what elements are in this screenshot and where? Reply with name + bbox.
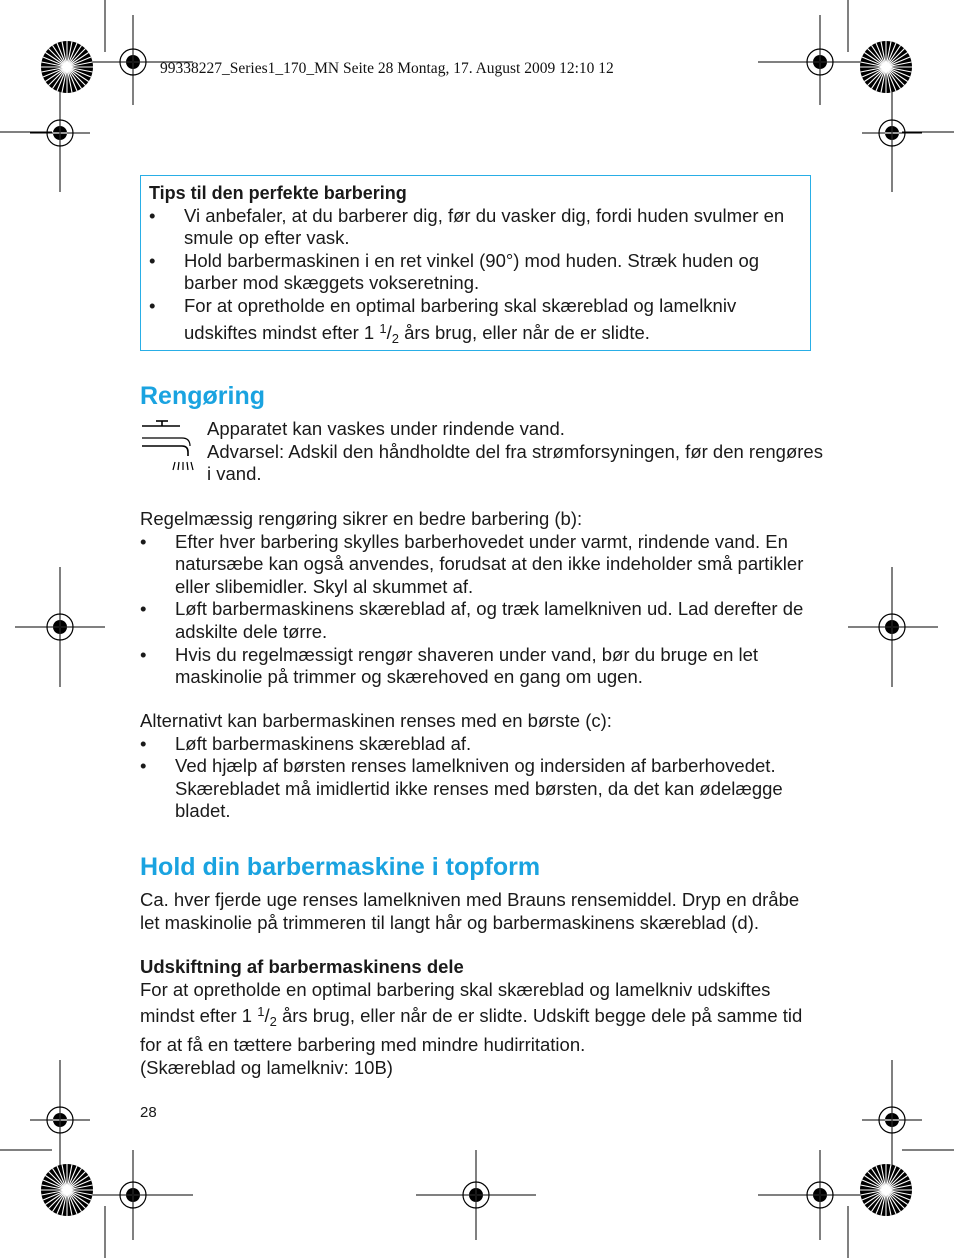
list-item	[140, 733, 820, 756]
cleaning-section	[140, 508, 820, 689]
bullet: •	[149, 249, 156, 271]
list-item	[140, 644, 820, 689]
fraction-numerator: 1	[257, 1004, 265, 1020]
fraction-denominator: 2	[391, 330, 399, 346]
replacement-subheading: Udskiftning af barbermaskinens dele	[140, 956, 464, 978]
list-item	[149, 295, 802, 350]
bullet: •	[140, 530, 147, 552]
tap-water-icon	[138, 420, 194, 472]
tip-text: For at opretholde en optimal barbering skal skæreblad og lamelkniv udskiftes mindst efter 1	[184, 294, 737, 343]
list-text: Hvis du regelmæssigt rengør shaveren under vand, bør du bruge en let maskinolie på trimmer og skærehoved en gang om ugen.	[175, 643, 759, 688]
tips-list	[149, 205, 802, 351]
list-item	[149, 205, 802, 250]
bullet: •	[140, 598, 147, 620]
bullet: •	[140, 643, 147, 665]
part-number-note: (Skæreblad og lamelkniv: 10B)	[140, 1056, 393, 1078]
tips-title: Tips til den perfekte barbering	[149, 183, 407, 203]
maintenance-paragraph: Ca. hver fjerde uge renses lamelkniven med Brauns rensemiddel. Dryp en dråbe let maskinolie på trimmeren til langt hår og barbermaskinens skæreblad (d).	[140, 889, 800, 933]
list-text: Efter hver barbering skylles barberhovedet under varmt, rindende vand. En natursæbe kan også anvendes, forudsat at den ikke indeholder små partikler eller slibemidler. Skyl al skummet af.	[175, 530, 804, 597]
bullet: •	[149, 204, 156, 226]
warning-note: Advarsel: Adskil den håndholdte del fra strømforsyningen, før den rengøres i vand.	[207, 440, 823, 485]
list-item	[140, 755, 820, 823]
bullet: •	[140, 732, 147, 754]
fraction-denominator: 2	[269, 1014, 277, 1030]
replacement-text: For at opretholde en optimal barbering skal skæreblad og lamelkniv udskiftes mindst efter 1	[140, 978, 771, 1027]
maintenance-section	[140, 889, 820, 1079]
cleaning-heading: Rengøring	[140, 382, 265, 410]
cleaning-list	[140, 531, 820, 689]
tips-box	[140, 175, 811, 351]
starburst-target-icon	[41, 1164, 93, 1216]
bullet: •	[149, 294, 156, 316]
list-item	[140, 598, 820, 643]
tip-text: Hold barbermaskinen i en ret vinkel (90°) mod huden. Stræk huden og barber mod skæggets vokseretning.	[184, 249, 760, 294]
starburst-target-icon	[860, 1164, 912, 1216]
tip-text: Vi anbefaler, at du barberer dig, før du vasker dig, fordi huden svulmer en smule op efter vask.	[184, 204, 785, 249]
fraction-numerator: 1	[379, 320, 387, 336]
list-text: Løft barbermaskinens skæreblad af, og træk lamelkniven ud. Lad derefter de adskilte dele tørre.	[175, 598, 804, 642]
brush-cleaning-section	[140, 710, 820, 823]
replacement-paragraph	[140, 979, 820, 1057]
print-slug-line: 99338227_Series1_170_MN Seite 28 Montag, 17. August 2009 12:10 12	[160, 60, 614, 77]
list-text: Løft barbermaskinens skæreblad af.	[175, 732, 472, 754]
list-text: Ved hjælp af børsten renses lamelkniven og indersiden af barberhovedet. Skærebladet må imidlertid ikke renses med børsten, da det kan ødelægge bladet.	[175, 755, 783, 822]
tip-text: års brug, eller når de er slidte.	[398, 321, 650, 343]
bullet: •	[140, 755, 147, 777]
brush-intro: Alternativt kan barbermaskinen renses med en børste (c):	[140, 710, 612, 731]
cleaning-warning	[207, 418, 827, 486]
list-item	[140, 531, 820, 599]
list-item	[149, 250, 802, 295]
washable-note: Apparatet kan vaskes under rindende vand.	[207, 418, 565, 439]
brush-list	[140, 733, 820, 823]
cleaning-intro: Regelmæssig rengøring sikrer en bedre barbering (b):	[140, 508, 583, 529]
starburst-target-icon	[860, 41, 912, 93]
fraction-slash: /	[264, 1005, 270, 1027]
replacement-text: års brug, eller når de er slidte. Udskift begge dele på samme tid for at få en tættere barbering med mindre hudirritation.	[140, 1005, 803, 1055]
fraction-slash: /	[386, 321, 392, 343]
maintenance-heading: Hold din barbermaskine i topform	[140, 853, 541, 881]
starburst-target-icon	[41, 41, 93, 93]
page-number: 28	[140, 1104, 157, 1121]
